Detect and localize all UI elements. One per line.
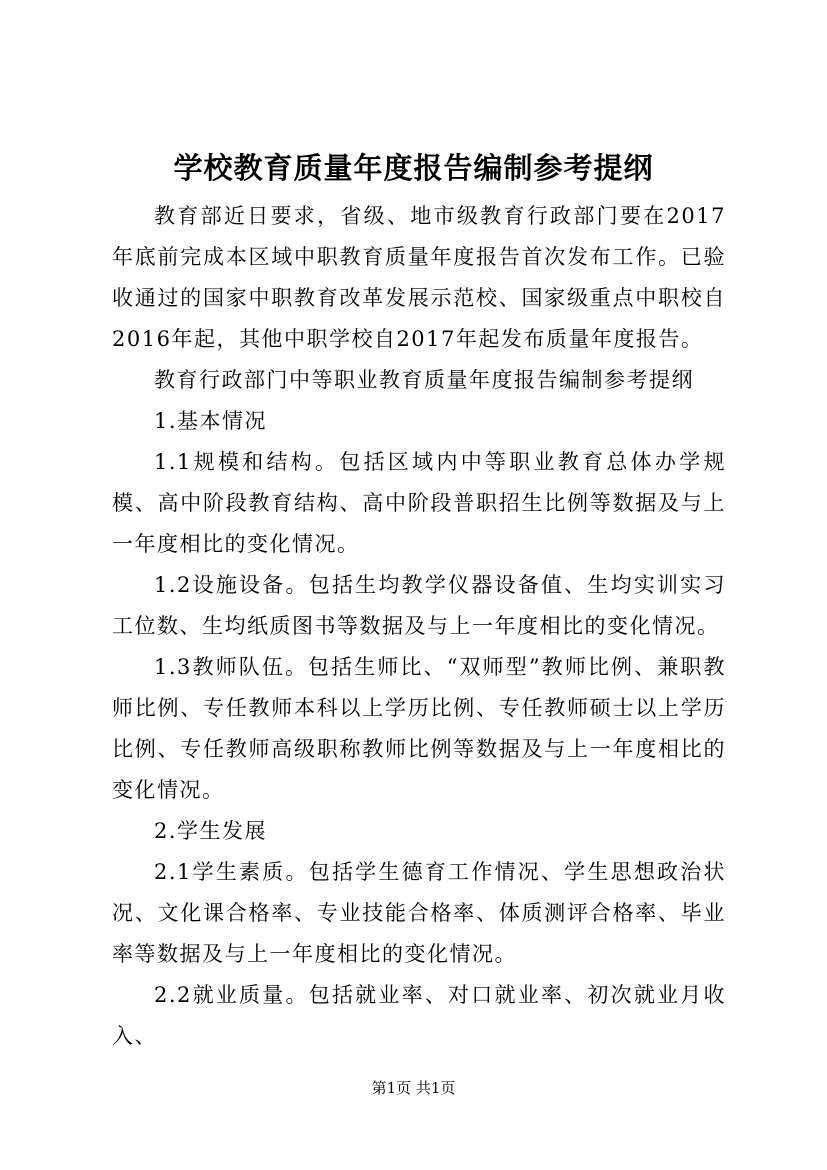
- paragraph-student-quality: 2.1学生素质。包括学生德育工作情况、学生思想政治状况、文化课合格率、专业技能合格率、体质测评合格率、毕业率等数据及与上一年度相比的变化情况。: [112, 860, 726, 966]
- paragraph-employment-quality: 2.2就业质量。包括就业率、对口就业率、初次就业月收入、: [112, 983, 726, 1048]
- paragraph-teachers: 1.3教师队伍。包括生师比、“双师型”教师比例、兼职教师比例、专任教师本科以上学历比例、专任教师硕士以上学历比例、专任教师高级职称教师比例等数据及与上一年度相比的变化情况。: [112, 655, 726, 802]
- document-title: 学校教育质量年度报告编制参考提纲: [173, 151, 654, 185]
- document-body: [112, 196, 726, 1057]
- section-heading-student-development: 2.学生发展: [154, 819, 268, 843]
- section-heading-basic-situation: 1.基本情况: [154, 409, 268, 433]
- paragraph-facilities: 1.2设施设备。包括生均教学仪器设备值、生均实训实习工位数、生均纸质图书等数据及与上一年度相比的变化情况。: [112, 573, 726, 638]
- paragraph-outline-heading: 教育行政部门中等职业教育质量年度报告编制参考提纲: [154, 368, 694, 392]
- paragraph-scale-structure: 1.1规模和结构。包括区域内中等职业教育总体办学规模、高中阶段教育结构、高中阶段普职招生比例等数据及与上一年度相比的变化情况。: [112, 450, 726, 556]
- page-footer: 第1页 共1页: [371, 1079, 456, 1097]
- paragraph-intro: 教育部近日要求，省级、地市级教育行政部门要在2017年底前完成本区域中职教育质量年度报告首次发布工作。已验收通过的国家中职教育改革发展示范校、国家级重点中职校自2016年起，其他中职学校自2017年起发布质量年度报告。: [112, 204, 726, 351]
